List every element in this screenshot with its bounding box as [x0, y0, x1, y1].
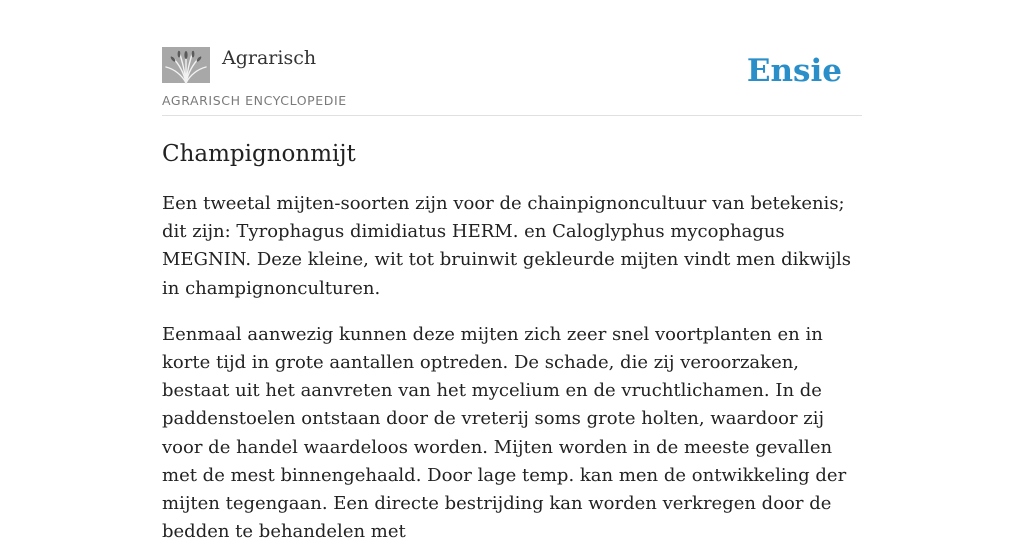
site-subtitle: AGRARISCH ENCYCLOPEDIE — [162, 93, 347, 108]
article-paragraph: Een tweetal mijten-soorten zijn voor de chainpignoncultuur van betekenis; dit zijn: Tyrophagus dimidiatus HERM. en Caloglyphus mycophagus MEGNIN. Deze kleine, wit tot bruinwit gekleurde mijten vindt men dikwijls in champignonculturen. — [162, 193, 852, 299]
article-title: Champignonmijt — [162, 141, 356, 167]
site-header — [162, 46, 862, 116]
article — [162, 138, 862, 546]
site-name[interactable]: Agrarisch — [222, 47, 317, 69]
brand-logo[interactable]: Ensie — [746, 53, 842, 89]
wheat-icon[interactable] — [162, 47, 210, 83]
article-paragraph: Eenmaal aanwezig kunnen deze mijten zich zeer snel voortplanten en in korte tijd in grote aantallen optreden. De schade, die zij veroorzaken, bestaat uit het aanvreten van het mycelium en de vruchtlichamen. In de paddenstoelen ontstaan door de vreterij soms grote holten, waardoor zij voor de handel waardeloos worden. Mijten worden in de meeste gevallen met de mest binnengehaald. Door lage temp. kan men de ontwikkeling der mijten tegengaan. Een directe bestrijding kan worden verkregen door de bedden te behandelen met — [162, 323, 847, 543]
